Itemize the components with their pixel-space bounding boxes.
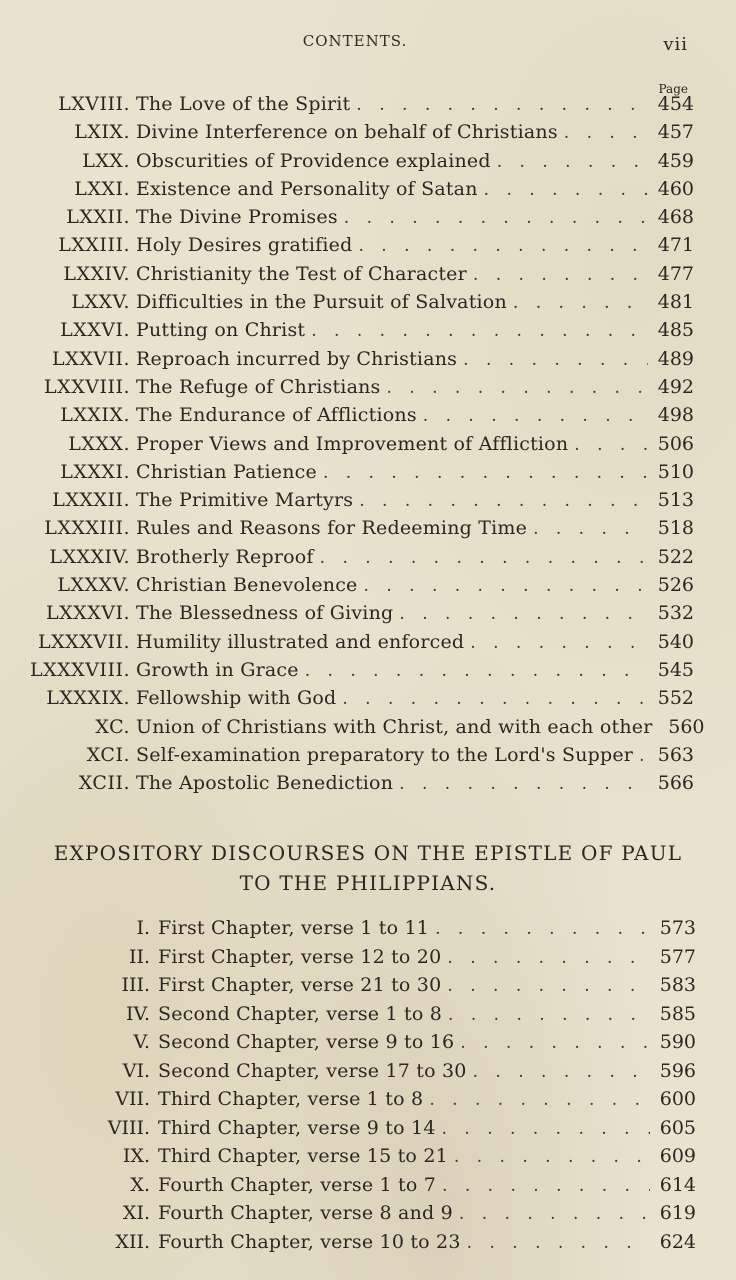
entry-title: The Refuge of Christians — [136, 375, 381, 398]
entry-line — [136, 288, 694, 317]
entry-line — [158, 1057, 696, 1086]
entry-number: LXXXIX. — [46, 687, 130, 710]
entry-title: Brotherly Reproof — [136, 545, 314, 568]
entry-title: Christian Benevolence — [136, 574, 358, 597]
entry-page-number: 457 — [657, 121, 694, 144]
section-heading-line-1: EXPOSITORY DISCOURSES ON THE EPISTLE OF PAUL — [53, 841, 683, 865]
dot-leader — [533, 515, 648, 543]
toc-entry — [0, 486, 736, 514]
toc-entry — [0, 514, 736, 542]
entry-page-number: 590 — [659, 1031, 696, 1053]
toc-entry — [0, 1171, 736, 1200]
toc-entry — [0, 203, 736, 231]
entry-page-number: 585 — [659, 1002, 696, 1025]
dot-leader — [484, 176, 648, 204]
dot-leader — [399, 600, 648, 628]
entry-title: The Divine Promises — [136, 206, 338, 229]
entry-line — [136, 656, 694, 685]
dot-leader — [497, 148, 648, 176]
entry-page-number: 506 — [657, 432, 694, 455]
toc-entry — [0, 684, 736, 712]
entry-line — [136, 118, 694, 147]
entry-page-number: 560 — [668, 715, 705, 738]
dot-leader — [442, 1115, 650, 1143]
dot-leader — [463, 346, 648, 374]
entry-number: LXXII. — [66, 206, 130, 229]
entry-number: LXVIII. — [58, 93, 130, 115]
entry-number: LXX. — [82, 149, 130, 172]
entry-title: Fourth Chapter, verse 1 to 7 — [158, 1173, 437, 1196]
dot-leader — [448, 1001, 650, 1029]
entry-page-number: 513 — [657, 489, 694, 512]
entry-line — [136, 316, 694, 345]
entry-line — [158, 1199, 696, 1228]
entry-title: Second Chapter, verse 17 to 30 — [158, 1059, 467, 1082]
entry-page-number: 545 — [657, 658, 694, 681]
entry-page-number: 471 — [657, 234, 694, 257]
toc-entry — [0, 1142, 736, 1171]
entry-title: The Apostolic Benediction — [136, 772, 394, 795]
dot-leader — [364, 572, 648, 600]
dot-leader — [442, 1172, 650, 1200]
toc-entry — [0, 1114, 736, 1143]
entry-page-number: 498 — [657, 404, 694, 427]
entry-line — [158, 1142, 696, 1171]
entry-number: LXXXV. — [57, 574, 130, 597]
entry-number: LXXI. — [74, 177, 130, 200]
entry-title: First Chapter, verse 21 to 30 — [158, 974, 442, 996]
entry-number: III. — [121, 974, 150, 996]
entry-page-number: 577 — [659, 945, 696, 968]
toc-entry — [0, 769, 736, 797]
entry-line — [158, 1228, 696, 1257]
entry-number: LXXIII. — [58, 234, 130, 257]
entry-title: Second Chapter, verse 9 to 16 — [158, 1031, 455, 1053]
entry-line — [136, 203, 694, 232]
entry-number: LXXVII. — [52, 347, 130, 370]
entry-page-number: 459 — [657, 149, 694, 172]
entry-line — [158, 1085, 696, 1114]
entry-title: Proper Views and Improvement of Affliction — [136, 432, 569, 455]
entry-title: First Chapter, verse 12 to 20 — [158, 945, 442, 968]
toc-entry — [0, 914, 736, 943]
entry-number: LXXXVII. — [38, 630, 130, 653]
dot-leader — [639, 742, 648, 770]
toc-entry — [0, 1000, 736, 1029]
toc-entry — [0, 288, 736, 316]
entry-title: Rules and Reasons for Redeeming Time — [136, 517, 528, 540]
dot-leader — [460, 1029, 650, 1057]
dot-leader — [311, 317, 648, 345]
entry-number: I. — [136, 917, 150, 939]
entry-line — [136, 345, 694, 374]
entry-page-number: 614 — [659, 1173, 696, 1196]
entry-title: Humility illustrated and enforced — [136, 630, 465, 653]
entry-line — [136, 628, 694, 657]
dot-leader — [435, 915, 650, 943]
dot-leader — [356, 91, 648, 119]
entry-line — [158, 1114, 696, 1143]
entry-title: The Love of the Spirit — [136, 93, 351, 115]
toc-entry — [0, 345, 736, 373]
dot-leader — [447, 972, 650, 1000]
dot-leader — [467, 1229, 650, 1257]
entry-number: LXXVIII. — [44, 375, 130, 398]
entry-number: LXXXI. — [60, 460, 130, 483]
dot-leader — [320, 544, 648, 572]
entry-title: The Endurance of Afflictions — [136, 404, 417, 427]
toc-entry — [0, 118, 736, 146]
entry-number: LXXX. — [68, 432, 130, 455]
entry-number: XC. — [95, 715, 130, 738]
dot-leader — [359, 487, 648, 515]
entry-line — [158, 971, 696, 1000]
dot-leader — [399, 770, 648, 798]
entry-title: Self-examination preparatory to the Lord's Supper — [136, 743, 634, 766]
dot-leader — [470, 629, 648, 657]
entry-number: LXXXIII. — [44, 517, 130, 540]
entry-number: LXXXIV. — [49, 545, 130, 568]
entry-title: Third Chapter, verse 1 to 8 — [158, 1088, 424, 1110]
running-head — [0, 32, 736, 58]
entry-number: X. — [130, 1173, 150, 1196]
entry-page-number: 624 — [659, 1230, 696, 1253]
entry-line — [158, 914, 696, 943]
toc-entry — [0, 147, 736, 175]
entry-page-number: 481 — [657, 291, 694, 314]
toc-entry — [0, 90, 736, 118]
entry-page-number: 563 — [657, 743, 694, 766]
toc-entry — [0, 231, 736, 259]
entry-title: Existence and Personality of Satan — [136, 177, 478, 200]
entry-number: IV. — [126, 1002, 150, 1025]
toc-entry — [0, 1199, 736, 1228]
entry-page-number: 573 — [659, 917, 696, 939]
entry-title: The Blessedness of Giving — [136, 602, 394, 625]
entry-page-number: 552 — [657, 687, 694, 710]
page-column-label: Page — [658, 82, 688, 96]
dot-leader — [344, 204, 648, 232]
section-heading-line-2: TO THE PHILIPPIANS. — [239, 871, 497, 895]
entry-line — [136, 90, 694, 119]
entry-number: XCI. — [86, 743, 130, 766]
entry-number: IX. — [122, 1145, 150, 1167]
entry-line — [136, 260, 694, 289]
entry-page-number: 460 — [657, 177, 694, 200]
entry-title: Putting on Christ — [136, 319, 306, 342]
dot-leader — [454, 1143, 650, 1171]
entry-line — [136, 571, 694, 600]
entry-title: Growth in Grace — [136, 658, 299, 681]
entry-number: LXXIX. — [60, 404, 130, 427]
toc-entry — [0, 571, 736, 599]
entry-title: Christian Patience — [136, 460, 317, 483]
dot-leader — [564, 119, 648, 147]
entry-line — [158, 1171, 696, 1200]
entry-page-number: 492 — [657, 375, 694, 398]
entry-title: Difficulties in the Pursuit of Salvation — [136, 291, 507, 314]
dot-leader — [358, 232, 648, 260]
entry-page-number: 489 — [657, 347, 694, 370]
entry-line — [136, 175, 694, 204]
dot-leader — [473, 261, 648, 289]
entry-page-number: 600 — [659, 1088, 696, 1110]
entry-page-number: 566 — [657, 772, 694, 795]
entry-page-number: 454 — [657, 93, 694, 115]
entry-line — [136, 741, 694, 770]
dot-leader — [429, 1086, 650, 1114]
entry-number: XCII. — [78, 772, 130, 795]
entry-line — [136, 684, 694, 713]
expository-list — [0, 914, 736, 1256]
toc-entry — [0, 656, 736, 684]
entry-number: LXXVI. — [60, 319, 130, 342]
toc-entry — [0, 175, 736, 203]
entry-title: Obscurities of Providence explained — [136, 149, 491, 172]
entry-page-number: 518 — [657, 517, 694, 540]
entry-line — [136, 599, 694, 628]
entry-line — [136, 373, 694, 402]
entry-title: Fourth Chapter, verse 8 and 9 — [158, 1202, 453, 1224]
entry-number: VI. — [122, 1059, 150, 1082]
toc-entry — [0, 458, 736, 486]
entry-line — [136, 401, 694, 430]
entry-number: VIII. — [107, 1116, 150, 1139]
entry-page-number: 609 — [659, 1145, 696, 1167]
entry-title: Third Chapter, verse 15 to 21 — [158, 1145, 448, 1167]
entry-page-number: 510 — [657, 460, 694, 483]
entry-number: LXXV. — [71, 291, 130, 314]
toc-entry — [0, 316, 736, 344]
toc-entry — [0, 1028, 736, 1057]
toc-entry — [0, 741, 736, 769]
running-title: CONTENTS. — [302, 32, 408, 50]
entry-line — [136, 147, 694, 176]
entry-page-number: 477 — [657, 262, 694, 285]
toc-entry — [0, 971, 736, 1000]
toc-entry — [0, 1228, 736, 1257]
entry-page-number: 596 — [659, 1059, 696, 1082]
entry-number: LXXIV. — [63, 262, 130, 285]
entry-line — [136, 458, 694, 487]
dot-leader — [423, 402, 648, 430]
entry-page-number: 522 — [657, 545, 694, 568]
dot-leader — [459, 1200, 650, 1228]
dot-leader — [574, 431, 648, 459]
entry-number: V. — [133, 1031, 150, 1053]
dot-leader — [473, 1058, 650, 1086]
entry-page-number: 526 — [657, 574, 694, 597]
entry-page-number: 532 — [657, 602, 694, 625]
entry-title: The Primitive Martyrs — [136, 489, 354, 512]
dot-leader — [447, 944, 650, 972]
entry-number: LXXXII. — [52, 489, 130, 512]
entry-line — [136, 486, 694, 515]
dot-leader — [386, 374, 648, 402]
entry-page-number: 583 — [659, 974, 696, 996]
contents-list — [0, 90, 736, 797]
dot-leader — [323, 459, 648, 487]
entry-title: Second Chapter, verse 1 to 8 — [158, 1002, 443, 1025]
entry-number: XII. — [115, 1230, 150, 1253]
entry-line — [136, 231, 694, 260]
section-heading — [0, 838, 736, 898]
toc-entry — [0, 713, 736, 741]
toc-entry — [0, 401, 736, 429]
dot-leader — [513, 289, 648, 317]
entry-title: Fellowship with God — [136, 687, 337, 710]
entry-number: VII. — [115, 1088, 150, 1110]
toc-entry — [0, 430, 736, 458]
entry-number: LXXXVIII. — [30, 658, 130, 681]
entry-line — [158, 943, 696, 972]
entry-page-number: 485 — [657, 319, 694, 342]
entry-title: Christianity the Test of Character — [136, 262, 467, 285]
toc-entry — [0, 260, 736, 288]
entry-title: Divine Interference on behalf of Christians — [136, 121, 558, 144]
entry-line — [158, 1028, 696, 1057]
entry-title: Fourth Chapter, verse 10 to 23 — [158, 1230, 461, 1253]
entry-line — [158, 1000, 696, 1029]
entry-line — [136, 543, 694, 572]
entry-number: XI. — [122, 1202, 150, 1224]
entry-number: LXXXVI. — [46, 602, 130, 625]
toc-entry — [0, 1085, 736, 1114]
toc-entry — [0, 1057, 736, 1086]
entry-page-number: 468 — [657, 206, 694, 229]
entry-number: LXIX. — [74, 121, 130, 144]
entry-title: Third Chapter, verse 9 to 14 — [158, 1116, 436, 1139]
toc-entry — [0, 599, 736, 627]
entry-title: Reproach incurred by Christians — [136, 347, 458, 370]
entry-page-number: 619 — [659, 1202, 696, 1224]
entry-title: Union of Christians with Christ, and with each other — [136, 715, 653, 738]
entry-line — [136, 430, 694, 459]
entry-title: Holy Desires gratified — [136, 234, 353, 257]
entry-line — [136, 514, 694, 543]
toc-entry — [0, 543, 736, 571]
toc-entry — [0, 373, 736, 401]
folio-page-number: vii — [663, 34, 688, 55]
dot-leader — [305, 657, 648, 685]
entry-page-number: 605 — [659, 1116, 696, 1139]
dot-leader — [342, 685, 648, 713]
toc-entry — [0, 943, 736, 972]
entry-line — [136, 713, 705, 742]
toc-entry — [0, 628, 736, 656]
entry-line — [136, 769, 694, 798]
entry-number: II. — [128, 945, 150, 968]
entry-page-number: 540 — [657, 630, 694, 653]
entry-title: First Chapter, verse 1 to 11 — [158, 917, 430, 939]
